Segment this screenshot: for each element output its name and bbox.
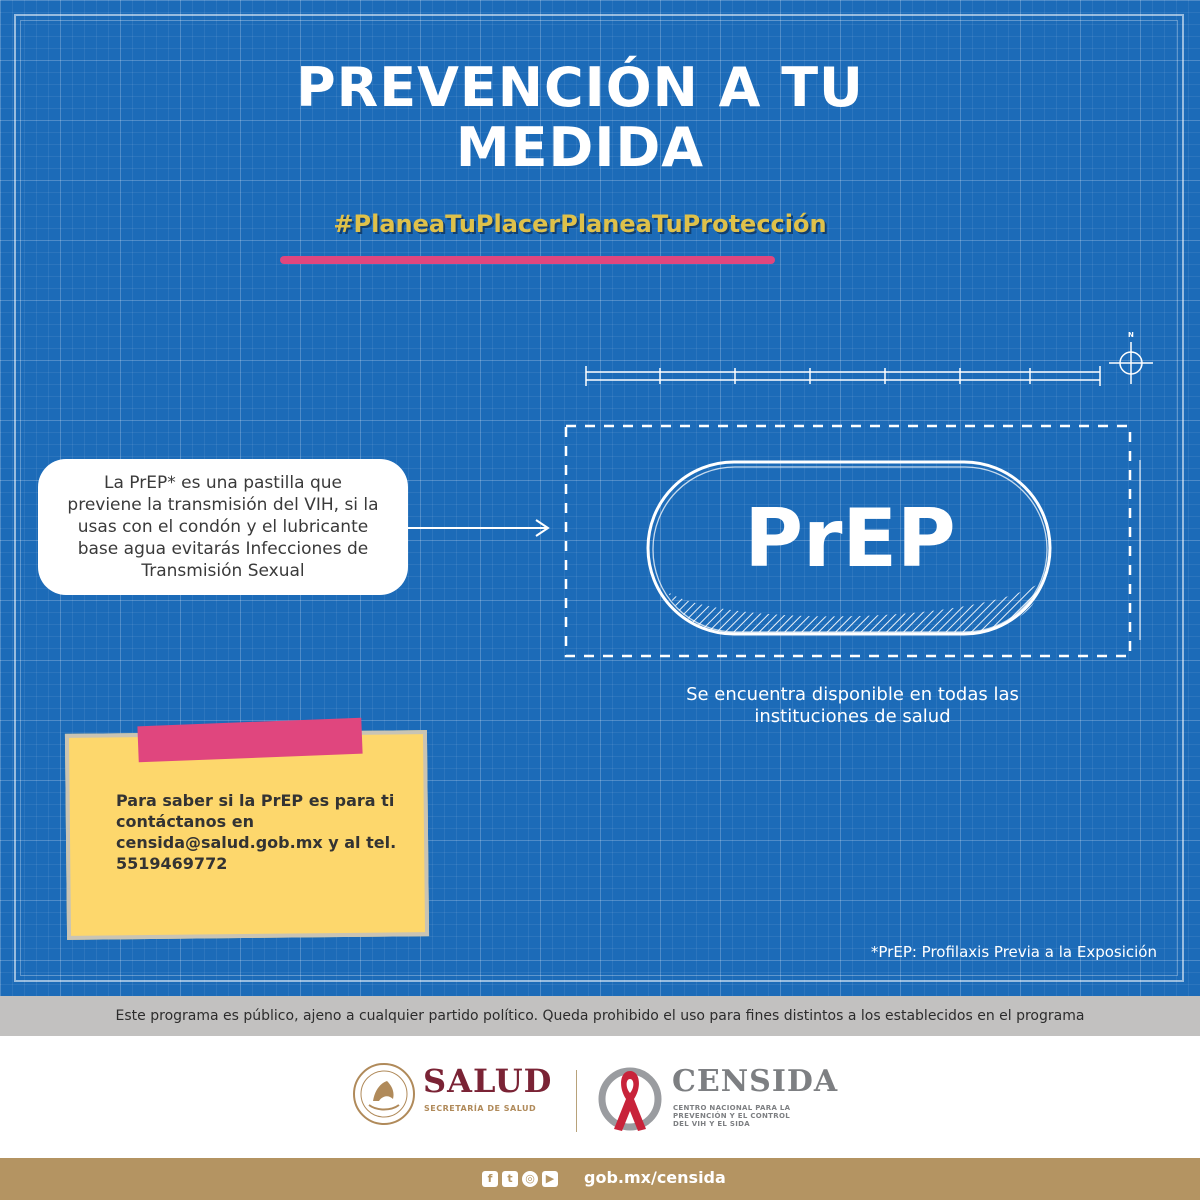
pill-label: PrEP [744,492,956,585]
compass-icon [1109,342,1153,384]
page-title [200,58,960,178]
disclaimer-text: Este programa es público, ajeno a cualquier partido político. Queda prohibido el uso para fines distintos a los establecidos en el programa [115,1008,1085,1024]
compass-north-letter: N [1128,331,1134,339]
contact-email-line: censida@salud.gob.mx y al tel. [116,833,397,852]
censida-logo-text: CENSIDA [672,1064,839,1099]
censida-logo-subtitle [673,1104,843,1128]
prep-info-line-1: La PrEP* es una pastilla que [104,473,342,493]
prep-info-line-5: Transmisión Sexual [141,561,305,581]
campaign-hashtag: #PlaneaTuPlacerPlaneaTuProtección [333,210,827,238]
arrow-right-icon [408,516,558,540]
title-line-1: PREVENCIÓN A TU [296,56,864,119]
contact-line-2: contáctanos en [116,812,254,831]
pill-illustration [560,330,1170,670]
prep-info-line-2: previene la transmisión del VIH, si la [67,495,379,515]
ruler-icon [586,366,1100,386]
contact-phone: 5519469772 [116,854,228,873]
facebook-icon[interactable]: f [482,1171,498,1187]
sticky-note [66,722,432,940]
disclaimer-bar [0,996,1200,1036]
censida-sub-line-1: CENTRO NACIONAL PARA LA [673,1104,791,1112]
availability-text [620,684,1085,728]
availability-line-2: instituciones de salud [754,706,951,727]
censida-sub-line-2: PREVENCIÓN Y EL CONTROL [673,1112,790,1120]
logo-divider [576,1070,577,1132]
social-icons [482,1171,558,1187]
contact-text [116,790,406,874]
mexico-coat-of-arms-icon [351,1061,417,1127]
pill-shadow [668,582,1042,632]
twitter-icon[interactable]: t [502,1171,518,1187]
prep-info-bubble [38,459,408,595]
contact-line-1: Para saber si la PrEP es para ti [116,791,395,810]
hashtag-underline [280,256,775,264]
prep-footnote: *PrEP: Profilaxis Previa a la Exposición [870,943,1157,961]
censida-ribbon-icon [598,1065,664,1135]
availability-line-1: Se encuentra disponible en todas las [686,684,1019,705]
prep-info-line-3: usas con el condón y el lubricante [77,517,369,537]
youtube-icon[interactable]: ▶ [542,1171,558,1187]
salud-logo-text: SALUD [423,1062,553,1100]
prep-info-text [67,472,378,582]
website-link[interactable]: gob.mx/censida [584,1168,726,1187]
instagram-icon[interactable]: ◎ [522,1171,538,1187]
title-line-2: MEDIDA [455,116,705,179]
salud-logo-subtitle: SECRETARÍA DE SALUD [424,1104,537,1113]
prep-info-line-4: base agua evitarás Infecciones de [77,539,369,559]
censida-sub-line-3: DEL VIH Y EL SIDA [673,1120,750,1128]
